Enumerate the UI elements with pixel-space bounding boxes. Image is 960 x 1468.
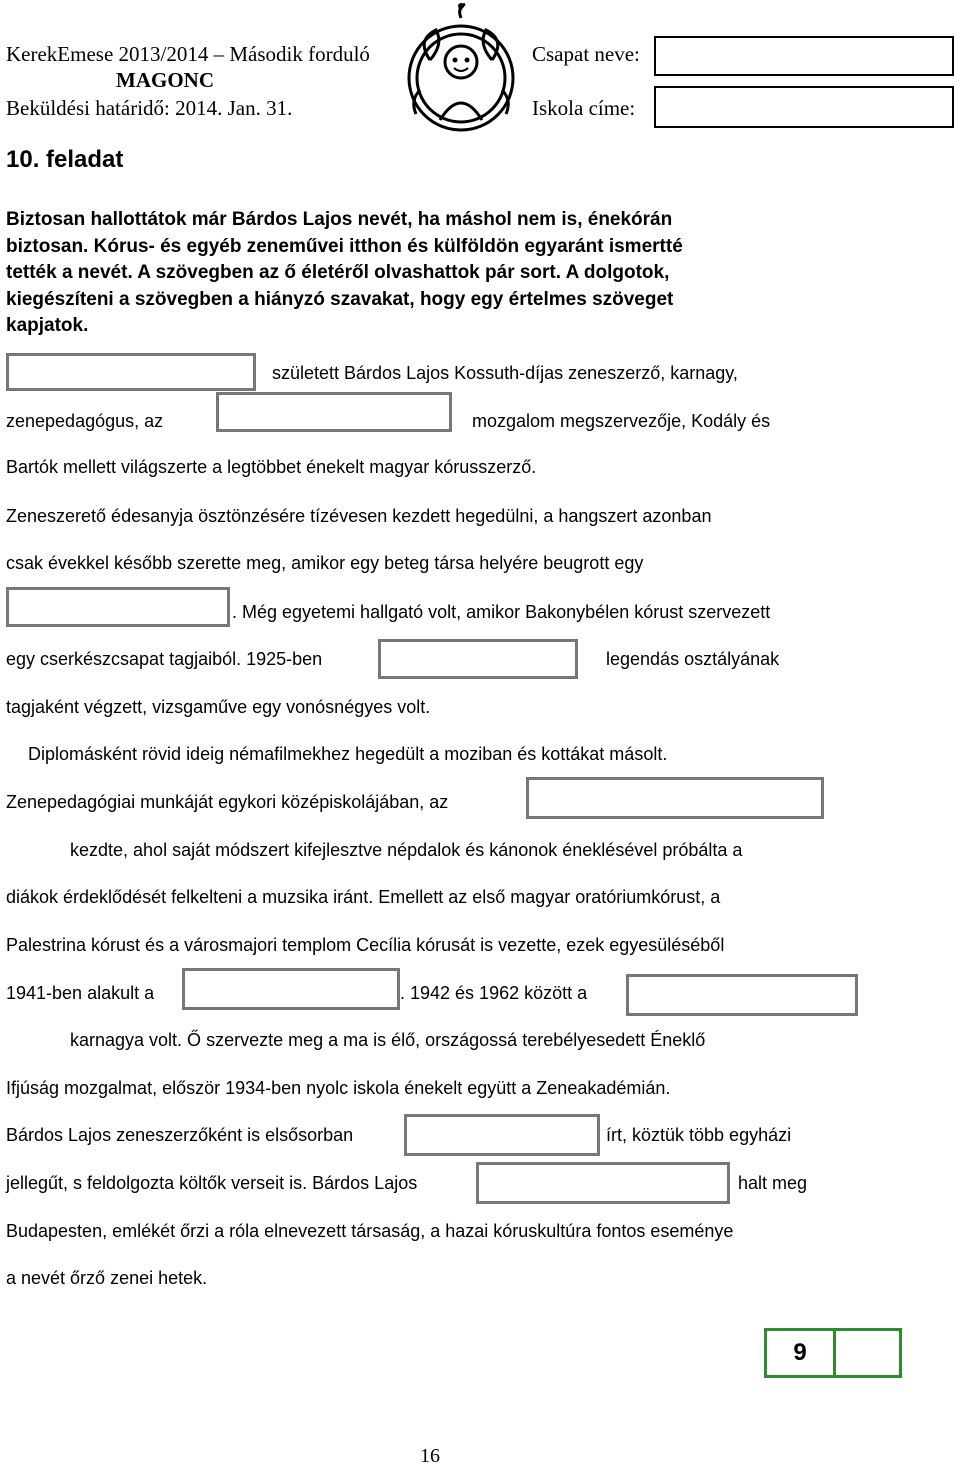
- text-line-10: Zenepedagógiai munkáját egykori középiskolájában, az: [6, 792, 449, 812]
- team-name-field[interactable]: [654, 36, 954, 76]
- max-points: 9: [767, 1331, 836, 1375]
- text-line-3: Bartók mellett világszerte a legtöbbet énekelt magyar kórusszerző.: [6, 457, 537, 477]
- text-line-17b: írt, köztük több egyházi: [606, 1125, 792, 1145]
- text-line-7a: egy cserkészcsapat tagjaiból. 1925-ben: [6, 649, 323, 669]
- text-line-18b: halt meg: [738, 1173, 808, 1193]
- text-line-16: Ifjúság mozgalmat, először 1934-ben nyolc iskola énekelt együtt a Zeneakadémián.: [6, 1078, 671, 1098]
- answer-death-date[interactable]: [476, 1162, 730, 1204]
- answer-school[interactable]: [526, 777, 824, 819]
- deadline: Beküldési határidő: 2014. Jan. 31.: [6, 96, 293, 120]
- answer-genre[interactable]: [404, 1114, 600, 1156]
- answer-birth-date[interactable]: [6, 353, 256, 391]
- text-line-1: született Bárdos Lajos Kossuth-díjas zeneszerző, karnagy,: [272, 363, 738, 383]
- text-line-5: csak évekkel később szerette meg, amikor egy beteg társa helyére beugrott egy: [6, 553, 644, 573]
- school-label: Iskola címe:: [532, 96, 636, 120]
- intro-line-4: kiegészíteni a szövegben a hiányzó szavakat, hogy egy értelmes szöveget: [6, 289, 674, 310]
- text-line-20: a nevét őrző zenei hetek.: [6, 1268, 208, 1288]
- magonc-logo-icon: [400, 0, 522, 146]
- answer-ensemble[interactable]: [6, 587, 230, 627]
- answer-conductor-of[interactable]: [626, 974, 858, 1016]
- intro-line-5: kapjatok.: [6, 315, 89, 336]
- text-line-8: tagjaként végzett, vizsgaműve egy vonósnégyes volt.: [6, 697, 431, 717]
- answer-teacher[interactable]: [378, 639, 578, 679]
- intro-line-2: biztosan. Kórus- és egyéb zeneművei itthon és külföldön egyaránt ismertté: [6, 236, 683, 257]
- earned-points-field[interactable]: [837, 1331, 899, 1375]
- text-line-4: Zeneszerető édesanyja ösztönzésére tízévesen kezdett hegedülni, a hangszert azonban: [6, 506, 712, 526]
- text-line-12: diákok érdeklődését felkelteni a muzsika iránt. Emellett az első magyar oratóriumkórust, a: [6, 887, 721, 907]
- text-line-18a: jellegűt, s feldolgozta költők verseit is. Bárdos Lajos: [6, 1173, 418, 1193]
- text-line-19: Budapesten, emlékét őrzi a róla elnevezett társaság, a hazai kóruskultúra fontos eseménye: [6, 1221, 734, 1241]
- text-line-17a: Bárdos Lajos zeneszerzőként is elsősorban: [6, 1125, 354, 1145]
- text-line-11: kezdte, ahol saját módszert kifejlesztve népdalok és kánonok éneklésével próbálta a: [70, 840, 743, 860]
- text-line-2b: mozgalom megszervezője, Kodály és: [472, 411, 771, 431]
- page-number: 16: [420, 1445, 440, 1467]
- intro-line-1: Biztosan hallottátok már Bárdos Lajos nevét, ha máshol nem is, énekórán: [6, 209, 673, 230]
- subject-title: MAGONC: [116, 68, 214, 92]
- contest-title: KerekEmese 2013/2014 – Második forduló: [6, 42, 370, 66]
- text-line-13: Palestrina kórust és a városmajori templom Cecília kórusát is vezette, ezek egyesüléséből: [6, 935, 725, 955]
- text-line-14a: 1941-ben alakult a: [6, 983, 155, 1003]
- text-line-9: Diplomásként rövid ideig némafilmekhez hegedült a moziban és kottákat másolt.: [28, 744, 668, 764]
- text-line-2a: zenepedagógus, az: [6, 411, 164, 431]
- score-box: [764, 1328, 902, 1378]
- answer-choir[interactable]: [182, 968, 400, 1010]
- answer-movement[interactable]: [216, 392, 452, 432]
- team-label: Csapat neve:: [532, 42, 640, 66]
- task-title: 10. feladat: [6, 146, 124, 173]
- text-line-7b: legendás osztályának: [606, 649, 780, 669]
- text-line-15: karnagya volt. Ő szervezte meg a ma is élő, országossá terebélyesedett Éneklő: [70, 1030, 706, 1050]
- text-line-6: . Még egyetemi hallgató volt, amikor Bakonybélen kórust szervezett: [232, 602, 771, 622]
- text-line-14b: . 1942 és 1962 között a: [400, 983, 588, 1003]
- intro-line-3: tették a nevét. A szövegben az ő életéről olvashattok pár sort. A dolgotok,: [6, 262, 670, 283]
- school-address-field[interactable]: [654, 86, 954, 128]
